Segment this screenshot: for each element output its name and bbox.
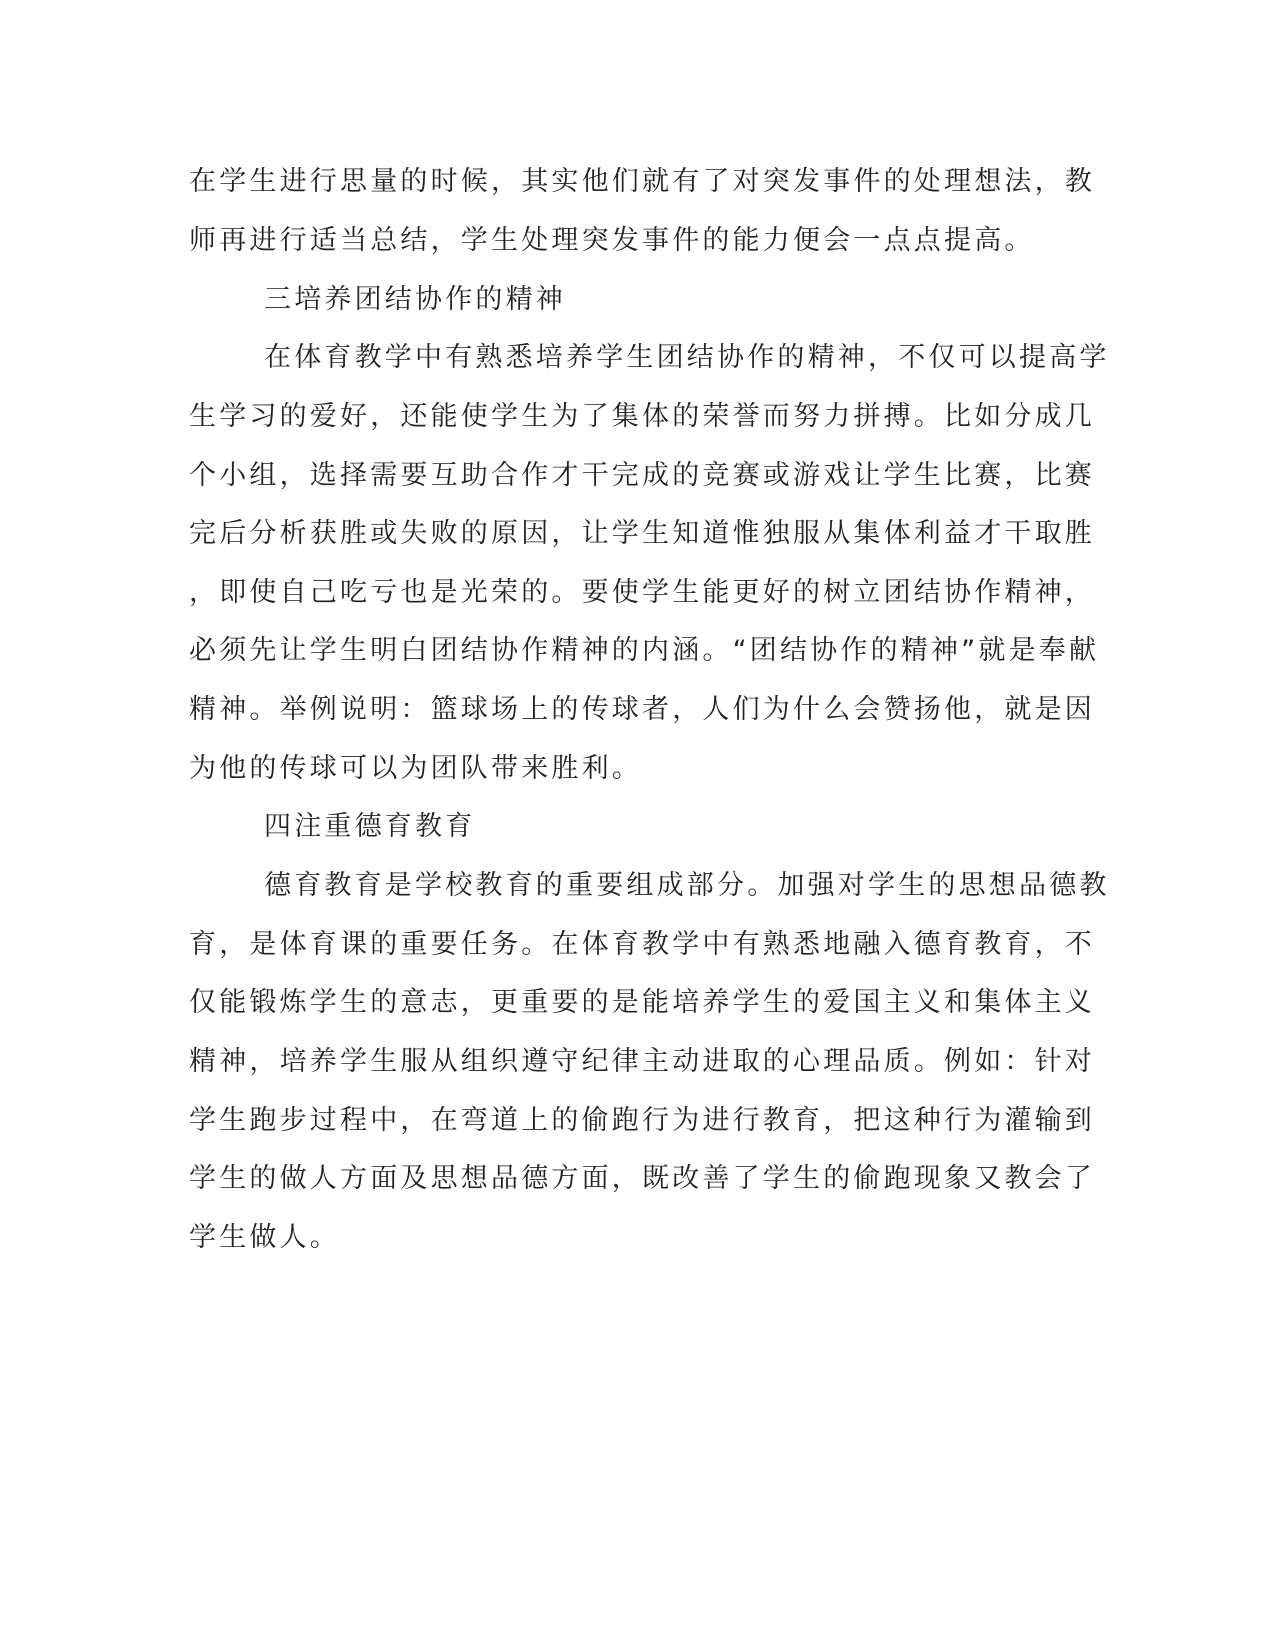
para1-line-2: 师再进行适当总结，学生处理突发事件的能力便会一点点提高。 <box>189 225 1035 256</box>
para3-line-4: 精神，培养学生服从组织遵守纪律主动进取的心理品质。例如：针对 <box>189 1046 1095 1077</box>
section-heading-4: 四注重德育教育 <box>264 811 476 842</box>
para2-line-5: ，即使自己吃亏也是光荣的。要使学生能更好的树立团结协作精神， <box>189 577 1095 608</box>
para2-line-4: 完后分析获胜或失败的原因，让学生知道惟独服从集体利益才干取胜 <box>189 518 1095 549</box>
para2-line-6: 必须先让学生明白团结协作精神的内涵。“团结协作的精神”就是奉献 <box>189 635 1100 666</box>
para3-line-5: 学生跑步过程中，在弯道上的偷跑行为进行教育，把这种行为灌输到 <box>189 1105 1095 1136</box>
para3-line-1: 德育教育是学校教育的重要组成部分。加强对学生的思想品德教 <box>264 870 1110 901</box>
para2-line-7: 精神。举例说明：篮球场上的传球者，人们为什么会赞扬他，就是因 <box>189 694 1095 725</box>
para3-line-2: 育，是体育课的重要任务。在体育教学中有熟悉地融入德育教育，不 <box>189 929 1095 960</box>
para2-line-3: 个小组，选择需要互助合作才干完成的竞赛或游戏让学生比赛，比赛 <box>189 460 1095 491</box>
para3-line-7: 学生做人。 <box>189 1222 340 1253</box>
para2-line-8: 为他的传球可以为团队带来胜利。 <box>189 753 642 784</box>
para1-line-1: 在学生进行思量的时候，其实他们就有了对突发事件的处理想法，教 <box>189 166 1095 197</box>
para3-line-3: 仅能锻炼学生的意志，更重要的是能培养学生的爱国主义和集体主义 <box>189 987 1095 1018</box>
para2-line-2: 生学习的爱好，还能使学生为了集体的荣誉而努力拼搏。比如分成几 <box>189 401 1095 432</box>
para3-line-6: 学生的做人方面及思想品德方面，既改善了学生的偷跑现象又教会了 <box>189 1163 1095 1194</box>
para2-line-1: 在体育教学中有熟悉培养学生团结协作的精神，不仅可以提高学 <box>264 342 1110 373</box>
section-heading-3: 三培养团结协作的精神 <box>264 284 566 315</box>
